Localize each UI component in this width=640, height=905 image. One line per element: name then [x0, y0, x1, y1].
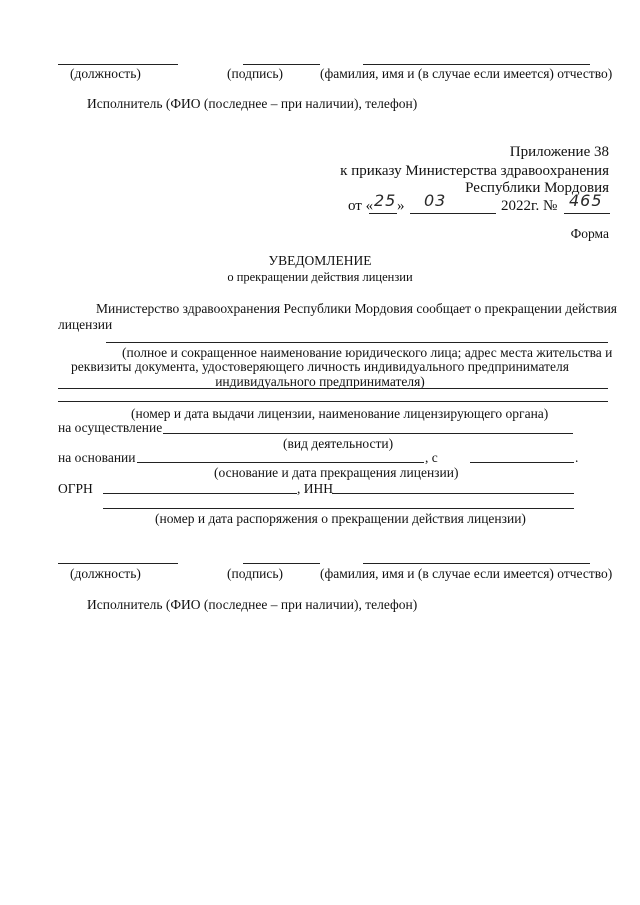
bottom-signature-line — [243, 563, 320, 564]
appendix-line3: Республики Мордовия — [465, 180, 609, 196]
activity-label: на осуществление — [58, 420, 163, 435]
bottom-position-label: (должность) — [70, 566, 141, 581]
top-position-line — [58, 64, 178, 65]
appendix-number: 465 — [569, 191, 603, 210]
appendix-line2: к приказу Министерства здравоохранения — [340, 163, 609, 179]
entity-line-2 — [58, 388, 608, 389]
top-name-line — [363, 64, 590, 65]
bottom-position-line — [58, 563, 178, 564]
bottom-name-label: (фамилия, имя и (в случае если имеется) отчество) — [320, 566, 613, 581]
appendix-day-close: » — [397, 198, 405, 214]
hint-order: (номер и дата распоряжения о прекращении действия лицензии) — [155, 511, 526, 526]
doc-subtitle: о прекращении действия лицензии — [227, 270, 413, 284]
bottom-signature-label: (подпись) — [227, 566, 284, 581]
activity-line — [163, 433, 573, 434]
basis-comma: , с — [425, 450, 438, 465]
appendix-number-line — [564, 213, 610, 214]
appendix-month-line — [410, 213, 496, 214]
bottom-name-line — [363, 563, 590, 564]
appendix-line1: Приложение 38 — [509, 144, 609, 160]
appendix-day: 25 — [374, 191, 397, 210]
ogrn-label: ОГРН — [58, 481, 93, 496]
top-executor: Исполнитель (ФИО (последнее – при наличии), телефон) — [87, 96, 418, 111]
form-label: Форма — [570, 226, 609, 241]
doc-title: УВЕДОМЛЕНИЕ — [268, 253, 372, 268]
hint-entity-2: реквизиты документа, удостоверяющего личность индивидуального предпринимателя — [71, 359, 569, 374]
basis-date-line — [470, 462, 574, 463]
inn-line — [332, 493, 574, 494]
ogrn-line — [103, 493, 297, 494]
top-position-label: (должность) — [70, 66, 141, 81]
inn-label: , ИНН — [297, 481, 333, 496]
appendix-day-line — [369, 213, 397, 214]
hint-entity-1: (полное и сокращенное наименование юридического лица; адрес места жительства и — [122, 345, 613, 360]
appendix-month: 03 — [424, 191, 447, 210]
license-line — [58, 401, 608, 402]
top-signature-line — [243, 64, 320, 65]
hint-basis: (основание и дата прекращения лицензии) — [214, 465, 459, 480]
hint-activity: (вид деятельности) — [283, 436, 394, 451]
bottom-executor: Исполнитель (ФИО (последнее – при наличии), телефон) — [87, 597, 418, 612]
basis-label: на основании — [58, 450, 136, 465]
entity-line — [106, 342, 608, 343]
intro-line1: Министерство здравоохранения Республики Мордовия сообщает о прекращении действия — [96, 301, 618, 316]
order-line — [103, 508, 574, 509]
basis-line — [137, 462, 424, 463]
hint-entity-3: индивидуального предпринимателя) — [215, 374, 425, 389]
intro-line2: лицензии — [58, 317, 113, 332]
top-signature-label: (подпись) — [227, 66, 284, 81]
basis-dot: . — [575, 450, 579, 465]
appendix-year: 2022г. № — [501, 198, 558, 214]
appendix-from-prefix: от « — [348, 198, 374, 214]
top-name-label: (фамилия, имя и (в случае если имеется) отчество) — [320, 66, 613, 81]
hint-license: (номер и дата выдачи лицензии, наименование лицензирующего органа) — [131, 406, 549, 421]
